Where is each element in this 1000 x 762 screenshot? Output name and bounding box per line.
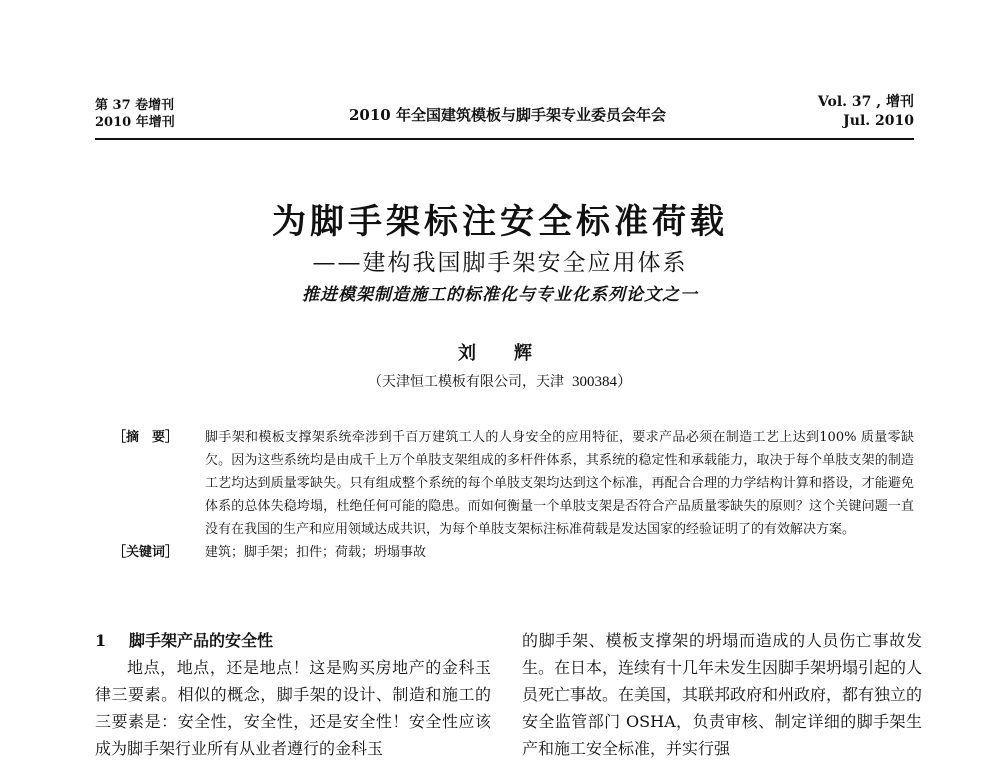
abstract-text: 脚手架和模板支撑架系统牵涉到千百万建筑工人的人身安全的应用特征，要求产品必须在制造工艺上达到100% 质量零缺欠。因为这些系统均是由成千上万个单肢支架组成的多杆件体系，其系统的稳定性和承载能力，取决于每个单肢支架的制造工艺均达到质量零缺失。只有组成整个系统的每个单肢支架均达到这个标准，再配合合理的力学结构计算和搭设，才能避免体系的总体失稳垮塌，杜绝任何可能的隐患。而如何衡量一个单肢支架是否符合产品质量零缺失的原则？这个关键问题一直没有在我国的生产和应用领域达成共识，为每个单肢支架标注标准荷载是发达国家的经验证明了的有效解决方案。 [205,430,914,537]
keywords-row [113,541,914,564]
abstract-row [113,426,914,541]
body-column-right [522,627,922,762]
author-name: 刘 辉 [458,343,542,364]
journal-volume-line1: 第 37 卷增刊 [95,98,175,113]
journal-volume-en [818,93,914,131]
author-affiliation [0,370,1000,391]
journal-volume [95,97,175,131]
journal-volume-en-line2: Jul. 2010 [843,113,914,129]
running-header: 2010 年全国建筑模板与脚手架专业委员会年会 [349,106,666,124]
paper-subtitle: ——建构我国脚手架安全应用体系 [312,250,688,276]
journal-volume-line2: 2010 年增刊 [95,115,175,130]
section-number: 1 [95,631,107,650]
body-paragraph-right: 的脚手架、模板支撑架的坍塌而造成的人员伤亡事故发生。在日本，连续有十几年未发生因脚手架坍塌引起的人员死亡事故。在美国，其联邦政府和州政府，都有独立的安全监管部门 OSHA，负责审核、制定详细的脚手架生产和施工安全标准，并实行强 [522,631,923,758]
series-note: 推进模架制造施工的标准化与专业化系列论文之一 [302,285,698,305]
header-rule [95,138,914,140]
paper-title: 为脚手架标注安全标准荷载 [272,202,728,242]
section-title: 脚手架产品的安全性 [129,631,274,650]
section-heading [95,627,491,654]
abstract-label: ［摘 要］ [113,430,179,445]
affiliation-postcode: 300384） [571,374,632,390]
body-column-left [95,627,491,762]
affiliation-text: （天津恒工模板有限公司，天津 [367,374,564,390]
keywords-text: 建筑；脚手架；扣件；荷载；坍塌事故 [205,545,427,560]
journal-volume-en-line1: Vol. 37 , 增刊 [817,94,914,110]
keywords-label: ［关键词］ [113,545,179,560]
body-paragraph-left: 地点，地点，还是地点！这是购买房地产的金科玉律三要素。相似的概念，脚手架的设计、制造和施工的三要素是：安全性，安全性，还是安全性！安全性应该成为脚手架行业所有从业者遵行的金科玉 [95,658,491,758]
abstract-block [113,426,914,564]
